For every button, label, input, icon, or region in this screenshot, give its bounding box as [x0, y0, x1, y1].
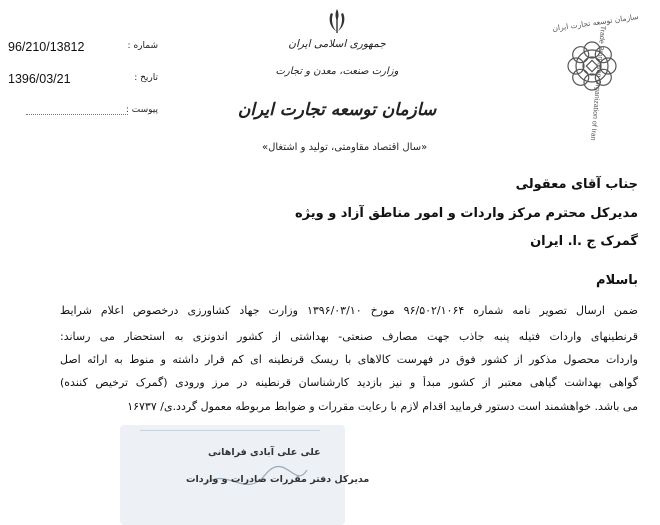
letter-attachment-row	[8, 100, 158, 132]
body-line-5: می باشد. خواهشمند است دستور فرمایید اقدام لازم با رعایت مقررات و ضوابط مربوطه معمول گردد.ی/ ۱۶۷۳۷	[127, 400, 638, 413]
body-line-4: گواهی بهداشت گیاهی معتبر از کشور مبدأ و نیز بازدید کارشناسان قرنطینه در مرز ورودی (گمرک ترخیص کننده)	[60, 376, 638, 389]
iran-emblem-icon	[326, 7, 348, 35]
attachment-dotted-line	[26, 114, 128, 115]
letter-number-row	[8, 36, 158, 68]
letter-date-row	[8, 68, 158, 100]
letter-date-label: تاریخ :	[134, 73, 158, 83]
header-republic: جمهوری اسلامی ایران	[288, 38, 386, 50]
addressee-name: جناب آقای معقولی	[515, 177, 638, 192]
logo-persian-text: سازمان توسعه تجارت ایران	[551, 12, 640, 33]
body-line-2: قرنطینهای واردات فتیله پنبه جاذب جهت مصارف صنعتی- بهداشتی از کشور اندونزی به استحضار می رساند:	[60, 330, 638, 343]
letter-attachment-label: پیوست :	[125, 105, 158, 115]
addressee-organization: گمرک ج .ا. ایران	[530, 234, 638, 249]
logo-english-text: Trade Promotion Organization of Iran	[588, 25, 606, 141]
letter-number-value: 96/210/13812	[8, 40, 85, 54]
letter-date-value: 1396/03/21	[8, 72, 71, 86]
addressee-title: مدیرکل محترم مرکز واردات و امور مناطق آزاد و ویژه	[294, 206, 638, 221]
letter-meta	[8, 36, 158, 132]
stamp-divider	[140, 430, 320, 431]
signatory-title: مدیرکل دفتر مقررات صادرات و واردات	[186, 474, 370, 485]
body-line-3: واردات محصول مذکور از کشور فوق در فهرست کالاهای با ریسک قرنطینه ای کم قرار داشته و منوط به ارائه اصل	[60, 353, 638, 366]
greeting: باسلام	[596, 273, 638, 288]
year-slogan: «سال اقتصاد مقاومتی، تولید و اشتغال»	[262, 142, 428, 153]
letter-number-label: شماره :	[127, 41, 158, 51]
header-organization: سازمان توسعه تجارت ایران	[237, 100, 437, 120]
body-line-1: ضمن ارسال تصویر نامه شماره ۹۶/۵۰۲/۱۰۶۴ مورخ ۱۳۹۶/۰۳/۱۰ وزارت جهاد کشاورزی درخصوص اعلام شرایط	[60, 304, 638, 317]
signatory-name: علی علی آبادی فراهانی	[208, 447, 321, 458]
header-ministry: وزارت صنعت، معدن و تجارت	[275, 66, 399, 77]
